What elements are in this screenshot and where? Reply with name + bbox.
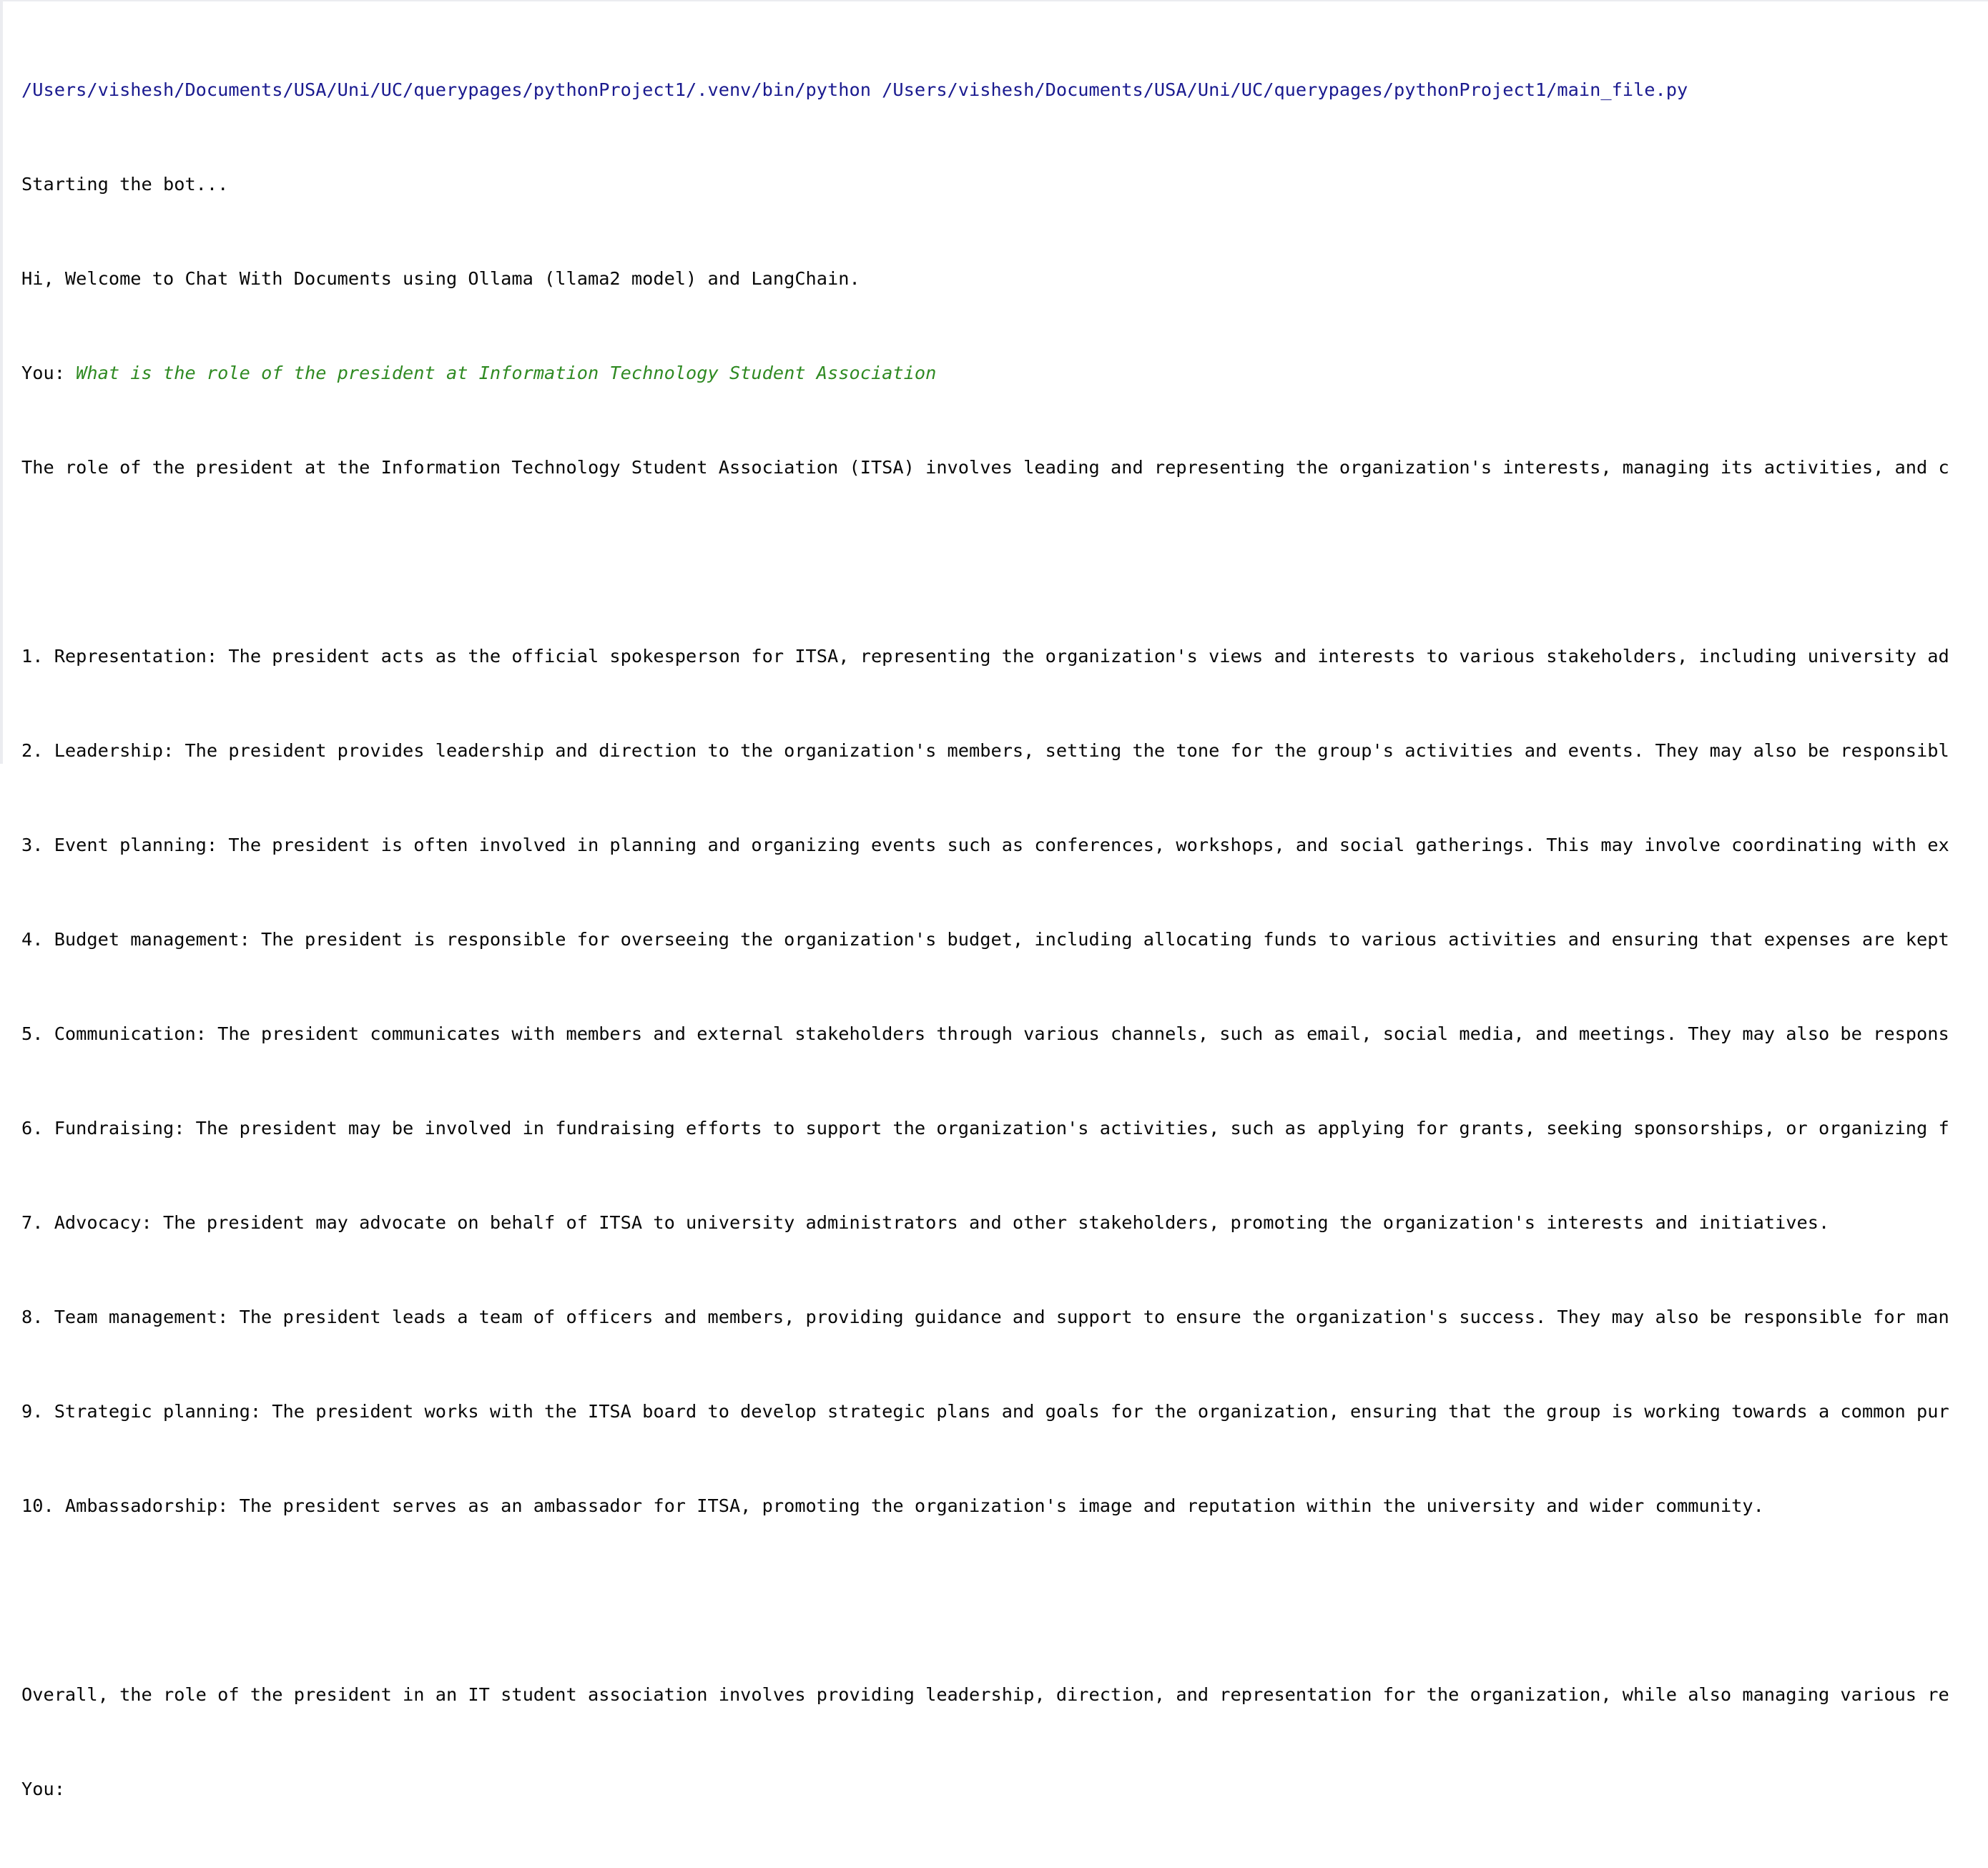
answer-item: 5. Communication: The president communicates with members and external stakeholders through various channels, such as email, social media, and meetings. They may also be respons xyxy=(21,1023,1949,1044)
blank-line xyxy=(21,546,1988,578)
answer-summary: Overall, the role of the president in an IT student association involves providing leadership, direction, and representation for the organization, while also managing various re xyxy=(21,1684,1949,1705)
starting-message: Starting the bot... xyxy=(21,174,229,195)
answer-item: 2. Leadership: The president provides leadership and direction to the organization's members, setting the tone for the group's activities and events. They may also be responsibl xyxy=(21,740,1949,761)
prompt-label: You: xyxy=(21,363,77,383)
answer-item: 6. Fundraising: The president may be involved in fundraising efforts to support the organization's activities, such as applying for grants, seeking sponsorships, or organizing f xyxy=(21,1118,1949,1139)
console-output[interactable] xyxy=(21,11,1988,1868)
user-question: What is the role of the president at Information Technology Student Association xyxy=(76,363,937,383)
input-prompt-line[interactable] xyxy=(21,1774,1988,1805)
command-line: /Users/vishesh/Documents/USA/Uni/UC/querypages/pythonProject1/.venv/bin/python /Users/vishesh/Documents/USA/Uni/UC/querypages/pythonProject1/main_file.py xyxy=(21,79,1688,100)
answer-intro: The role of the president at the Information Technology Student Association (ITSA) involves leading and representing the organization's interests, managing its activities, and c xyxy=(21,457,1949,478)
welcome-message: Hi, Welcome to Chat With Documents using Ollama (llama2 model) and LangChain. xyxy=(21,268,860,289)
input-prompt-label: You: xyxy=(21,1779,65,1799)
answer-item: 9. Strategic planning: The president works with the ITSA board to develop strategic plans and goals for the organization, ensuring that the group is working towards a common pur xyxy=(21,1401,1949,1422)
user-question-line xyxy=(21,358,1988,389)
answer-item: 4. Budget management: The president is responsible for overseeing the organization's budget, including allocating funds to various activities and ensuring that expenses are kept xyxy=(21,929,1949,950)
input-caret xyxy=(65,1779,67,1801)
answer-item: 10. Ambassadorship: The president serves as an ambassador for ITSA, promoting the organization's image and reputation within the university and wider community. xyxy=(21,1495,1764,1516)
answer-item: 7. Advocacy: The president may advocate on behalf of ITSA to university administrators and other stakeholders, promoting the organization's interests and initiatives. xyxy=(21,1212,1830,1233)
answer-item: 8. Team management: The president leads a team of officers and members, providing guidance and support to ensure the organization's success. They may also be responsible for man xyxy=(21,1307,1949,1327)
answer-item: 3. Event planning: The president is often involved in planning and organizing events such as conferences, workshops, and social gatherings. This may involve coordinating with ex xyxy=(21,835,1949,855)
blank-line xyxy=(21,1585,1988,1616)
answer-item: 1. Representation: The president acts as the official spokesperson for ITSA, representing the organization's views and interests to various stakeholders, including university ad xyxy=(21,646,1949,667)
